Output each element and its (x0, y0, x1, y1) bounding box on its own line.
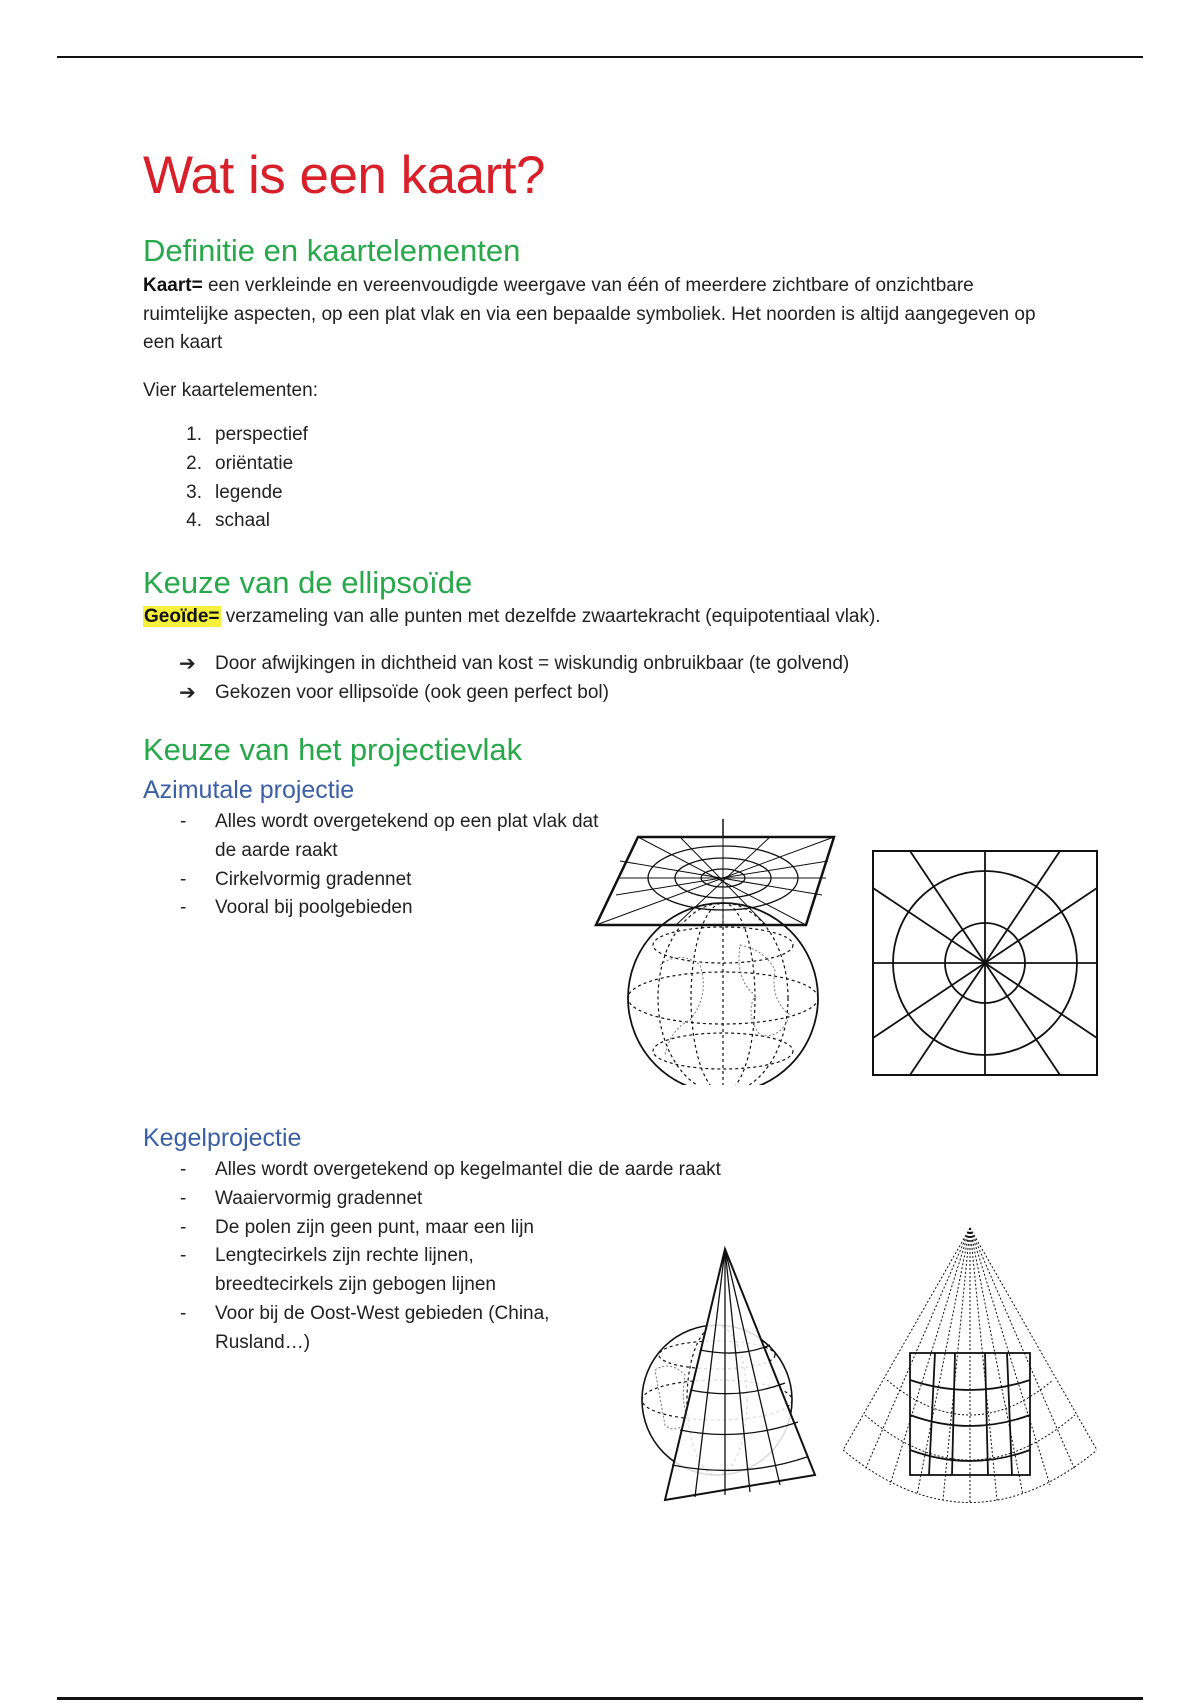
list-item: - Vooral bij poolgebieden (180, 897, 413, 919)
list-item: 1. perspectief (186, 424, 308, 445)
list-item: - Alles wordt overgetekend op een plat vlak dat de aarde raakt (180, 811, 599, 861)
section-heading-definitie: Definitie en kaartelementen (143, 233, 521, 268)
azimuthal-grid-figure (870, 848, 1100, 1078)
unrolled-cone-figure (835, 1225, 1105, 1515)
geoide-text: verzameling van alle punten met dezelfde zwaartekracht (equipotentiaal vlak). (220, 606, 881, 627)
subheading-azimutale: Azimutale projectie (143, 776, 355, 804)
geoide-term-highlight: Geoïde= (144, 606, 220, 627)
list-item: 2. oriëntatie (186, 452, 294, 474)
kaartelementen-list (143, 421, 743, 536)
kegel-list (143, 1156, 721, 1358)
page-title: Wat is een kaart? (143, 146, 545, 205)
list-item: ➔ Door afwijkingen in dichtheid van kost = wiskundig onbruikbaar (te golvend) (143, 650, 1043, 679)
section-heading-projectievlak: Keuze van het projectievlak (143, 732, 523, 767)
list-item: ➔ Gekozen voor ellipsoïde (ook geen perfect bol) (143, 679, 1043, 708)
arrow-right-icon: ➔ (179, 653, 196, 675)
list-item: - Voor bij de Oost-West gebieden (China, Rusland…) (180, 1302, 550, 1353)
list-item: 4. schaal (186, 510, 270, 532)
section-heading-ellipsoide: Keuze van de ellipsoïde (143, 565, 473, 600)
azimutale-list (143, 808, 603, 923)
cone-globe-figure (635, 1245, 825, 1520)
ellipsoide-arrow-list (143, 650, 1043, 708)
list-item: - Cirkelvormig gradennet (180, 868, 412, 890)
list-intro: Vier kaartelementen: (143, 380, 318, 401)
subheading-kegel: Kegelprojectie (143, 1124, 302, 1152)
list-item: 3. legende (186, 481, 283, 503)
list-item: - Alles wordt overgetekend op kegelmantel die de aarde raakt (180, 1159, 721, 1180)
definition-text: een verkleinde en vereenvoudigde weergave van één of meerdere zichtbare of onzichtbare ruimtelijke aspecten, op een plat vlak en via een bepaalde symboliek. Het noorden is altijd aangegeven op een kaart (143, 275, 1036, 353)
list-item: - Lengtecirkels zijn rechte lijnen, breedtecirkels zijn gebogen lijnen (180, 1245, 496, 1296)
definition-paragraph (143, 272, 1043, 358)
definition-term: Kaart= (143, 275, 203, 296)
top-rule (57, 56, 1143, 58)
arrow-right-icon: ➔ (179, 681, 196, 704)
geoide-paragraph (143, 603, 1063, 632)
list-item: - Waaiervormig gradennet (180, 1187, 423, 1209)
list-item: - De polen zijn geen punt, maar een lijn (180, 1216, 534, 1238)
azimuthal-globe-figure (590, 815, 840, 1085)
